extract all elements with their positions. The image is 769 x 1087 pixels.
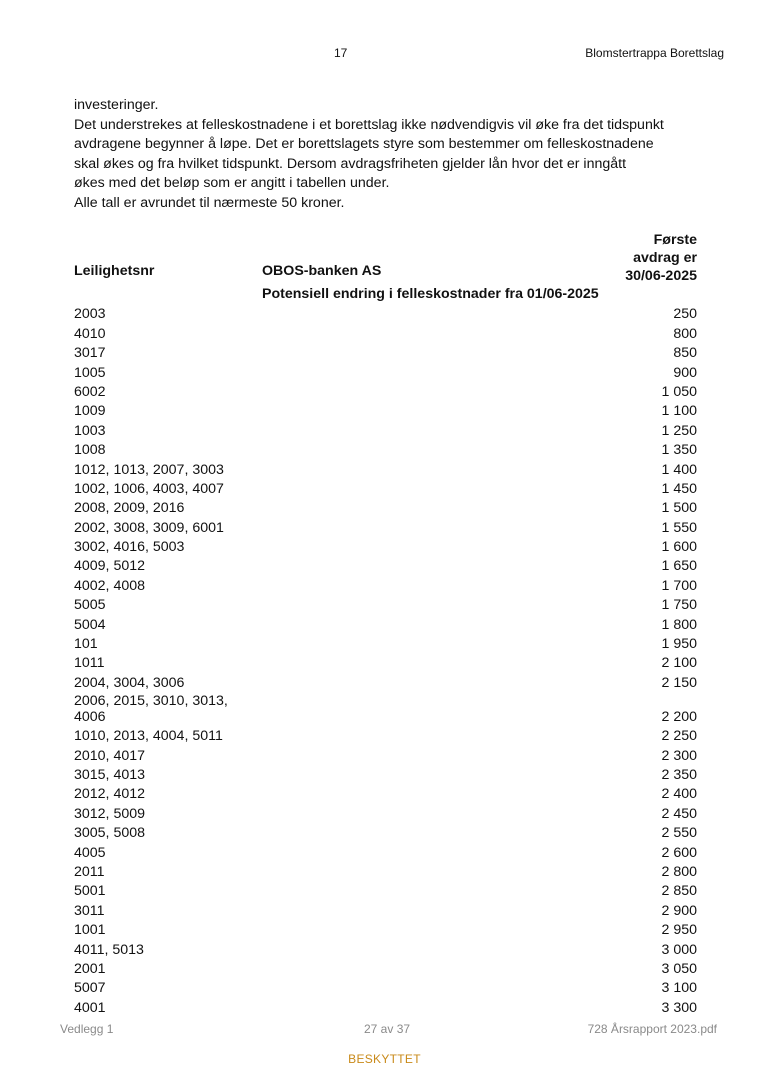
cost-change-amount: 1 650 bbox=[661, 558, 697, 575]
footer-page-count: 27 av 37 bbox=[364, 1022, 411, 1036]
apartment-numbers: 4002, 4008 bbox=[74, 577, 146, 594]
apartment-numbers: 2004, 3004, 3006 bbox=[74, 674, 185, 691]
intro-line: avdragene begynner å løpe. Det er borettslagets styre som bestemmer om felleskostnadene bbox=[74, 136, 654, 153]
apartment-numbers: 2010, 4017 bbox=[74, 747, 146, 764]
table-row bbox=[74, 764, 697, 783]
apartment-numbers: 1002, 1006, 4003, 4007 bbox=[74, 480, 224, 497]
table-row bbox=[74, 861, 697, 880]
cost-change-amount: 1 100 bbox=[661, 403, 697, 420]
cost-change-amount: 3 050 bbox=[661, 960, 697, 977]
cost-change-amount: 800 bbox=[673, 325, 697, 342]
cost-change-amount: 2 450 bbox=[661, 805, 697, 822]
table-row bbox=[74, 400, 697, 419]
cost-change-amount: 2 100 bbox=[661, 655, 697, 672]
cost-change-amount: 3 000 bbox=[661, 941, 697, 958]
cost-change-amount: 2 300 bbox=[661, 747, 697, 764]
cost-change-amount: 900 bbox=[673, 364, 697, 381]
document-title: Blomstertrappa Borettslag bbox=[585, 46, 724, 60]
table-row bbox=[74, 880, 697, 899]
intro-line: investeringer. bbox=[74, 97, 159, 113]
cost-change-amount: 1 250 bbox=[661, 422, 697, 439]
cost-change-amount: 2 850 bbox=[661, 883, 697, 900]
apartment-numbers: 2008, 2009, 2016 bbox=[74, 500, 185, 517]
table-row bbox=[74, 342, 697, 361]
apartment-numbers: 1009 bbox=[74, 403, 106, 420]
cost-change-amount: 1 450 bbox=[661, 480, 697, 497]
cost-change-amount: 2 150 bbox=[661, 674, 697, 691]
apartment-numbers: 2003 bbox=[74, 306, 106, 323]
cost-change-amount: 2 350 bbox=[661, 766, 697, 783]
apartment-numbers: 4010 bbox=[74, 325, 106, 342]
apartment-numbers: 3002, 4016, 5003 bbox=[74, 539, 185, 556]
cost-change-amount: 1 500 bbox=[661, 500, 697, 517]
cost-change-amount: 1 750 bbox=[661, 597, 697, 614]
cost-change-amount: 1 600 bbox=[661, 539, 697, 556]
apartment-numbers: 2011 bbox=[74, 863, 105, 880]
page-number: 17 bbox=[334, 46, 348, 60]
apartment-numbers: 4011, 5013 bbox=[74, 941, 144, 958]
intro-line: Det understrekes at felleskostnadene i et borettslag ikke nødvendigvis vil øke fra det tidspunkt bbox=[74, 116, 664, 133]
cost-change-amount: 3 100 bbox=[661, 980, 697, 997]
table-row bbox=[74, 594, 697, 613]
table-row bbox=[74, 361, 697, 380]
table-row bbox=[74, 744, 697, 763]
cost-change-amount: 2 800 bbox=[661, 863, 697, 880]
column-header-line: avdrag er bbox=[633, 250, 697, 266]
table-row bbox=[74, 478, 697, 497]
apartment-numbers: 3005, 5008 bbox=[74, 825, 146, 842]
table-row bbox=[74, 555, 697, 574]
apartment-numbers: 2006, 2015, 3010, 3013, 4006 bbox=[74, 692, 228, 725]
table-row bbox=[74, 691, 697, 725]
table-row bbox=[74, 613, 697, 632]
table-row bbox=[74, 322, 697, 341]
cost-change-amount: 2 600 bbox=[661, 844, 697, 861]
apartment-numbers: 2012, 4012 bbox=[74, 786, 146, 803]
apartment-numbers: 5007 bbox=[74, 980, 106, 997]
table-row bbox=[74, 439, 697, 458]
apartment-numbers: 1012, 1013, 2007, 3003 bbox=[74, 461, 224, 478]
table-rows bbox=[74, 303, 697, 1016]
table-subheader: Potensiell endring i felleskostnader fra 01/06-2025 bbox=[262, 286, 599, 302]
table-row bbox=[74, 977, 697, 996]
cost-change-amount: 850 bbox=[673, 345, 697, 362]
cost-change-amount: 1 700 bbox=[661, 577, 697, 594]
column-header-line: 30/06-2025 bbox=[625, 268, 697, 284]
apartment-numbers: 4001 bbox=[74, 999, 106, 1016]
table-row bbox=[74, 516, 697, 535]
table-row bbox=[74, 783, 697, 802]
table-row bbox=[74, 381, 697, 400]
table-row bbox=[74, 899, 697, 918]
apartment-numbers: 2001 bbox=[74, 960, 106, 977]
apartment-numbers: 3012, 5009 bbox=[74, 805, 146, 822]
column-header-line: Første bbox=[653, 232, 697, 248]
apartment-numbers: 2002, 3008, 3009, 6001 bbox=[74, 519, 224, 536]
table-row bbox=[74, 652, 697, 671]
apartment-numbers: 3011 bbox=[74, 902, 105, 919]
table-row bbox=[74, 802, 697, 821]
cost-change-amount: 1 350 bbox=[661, 442, 697, 459]
apartment-numbers: 4005 bbox=[74, 844, 106, 861]
cost-change-amount: 1 550 bbox=[661, 519, 697, 536]
table-row bbox=[74, 671, 697, 690]
cost-change-amount: 1 050 bbox=[661, 383, 697, 400]
table-row bbox=[74, 633, 697, 652]
intro-line: skal økes og fra hvilket tidspunkt. Dersom avdragsfriheten gjelder lån hvor det er inngått bbox=[74, 155, 627, 172]
table-row bbox=[74, 996, 697, 1015]
table-row bbox=[74, 822, 697, 841]
table-row bbox=[74, 536, 697, 555]
cost-change-amount: 2 400 bbox=[661, 786, 697, 803]
footer-filename: 728 Årsrapport 2023.pdf bbox=[587, 1022, 717, 1036]
table-row bbox=[74, 725, 697, 744]
intro-line: Alle tall er avrundet til nærmeste 50 kroner. bbox=[74, 194, 345, 211]
apartment-numbers: 3015, 4013 bbox=[74, 766, 146, 783]
apartment-numbers: 4009, 5012 bbox=[74, 558, 146, 575]
table-row bbox=[74, 919, 697, 938]
cost-change-amount: 2 950 bbox=[661, 922, 697, 939]
cost-change-amount: 2 200 bbox=[661, 708, 697, 725]
cost-change-amount: 250 bbox=[673, 306, 697, 323]
cost-change-amount: 2 900 bbox=[661, 902, 697, 919]
table-row bbox=[74, 497, 697, 516]
classification-label: BESKYTTET bbox=[348, 1052, 421, 1066]
cost-change-amount: 3 300 bbox=[661, 999, 697, 1016]
intro-text bbox=[74, 96, 714, 214]
table-row bbox=[74, 458, 697, 477]
cost-change-amount: 2 550 bbox=[661, 825, 697, 842]
apartment-numbers: 5004 bbox=[74, 616, 106, 633]
cost-change-amount: 1 800 bbox=[661, 616, 697, 633]
column-header-unit: Leilighetsnr bbox=[74, 263, 155, 279]
table-row bbox=[74, 841, 697, 860]
cost-change-amount: 2 250 bbox=[661, 728, 697, 745]
apartment-numbers: 1001 bbox=[74, 922, 106, 939]
column-header-bank: OBOS-banken AS bbox=[262, 263, 382, 279]
table-row bbox=[74, 958, 697, 977]
apartment-numbers: 5001 bbox=[74, 883, 106, 900]
table-row bbox=[74, 938, 697, 957]
apartment-numbers: 3017 bbox=[74, 345, 106, 362]
table-row bbox=[74, 303, 697, 322]
column-header-first-payment bbox=[625, 231, 697, 285]
apartment-numbers: 1011 bbox=[74, 655, 105, 672]
footer-attachment: Vedlegg 1 bbox=[60, 1022, 114, 1036]
apartment-numbers: 1003 bbox=[74, 422, 106, 439]
intro-line: økes med det beløp som er angitt i tabellen under. bbox=[74, 175, 390, 192]
apartment-numbers: 1008 bbox=[74, 442, 106, 459]
apartment-numbers: 6002 bbox=[74, 383, 106, 400]
apartment-numbers: 1010, 2013, 4004, 5011 bbox=[74, 728, 223, 745]
apartment-numbers: 5005 bbox=[74, 597, 106, 614]
cost-change-amount: 1 400 bbox=[661, 461, 697, 478]
apartment-numbers: 1005 bbox=[74, 364, 106, 381]
apartment-numbers: 101 bbox=[74, 636, 98, 653]
cost-change-amount: 1 950 bbox=[661, 636, 697, 653]
table-row bbox=[74, 574, 697, 593]
table-row bbox=[74, 419, 697, 438]
